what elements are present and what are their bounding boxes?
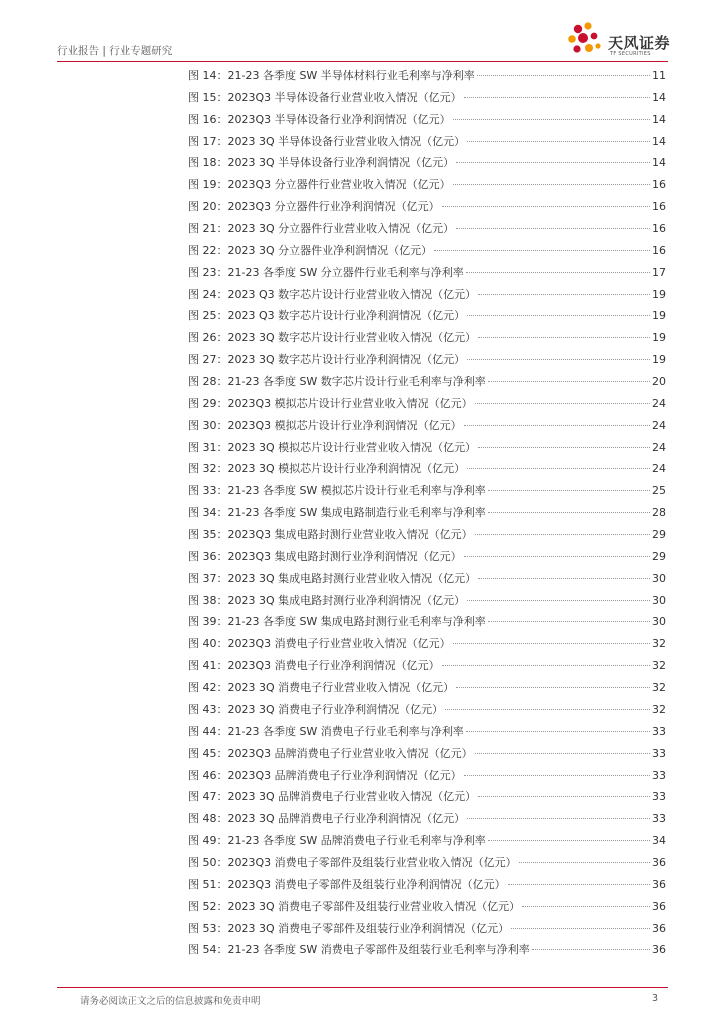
toc-entry-page: 29 xyxy=(652,549,666,563)
toc-entry[interactable] xyxy=(188,220,666,242)
toc-dot-leader xyxy=(475,403,650,404)
toc-entry-label: 图 19：2023Q3 分立器件行业营业收入情况（亿元） xyxy=(188,178,451,192)
toc-entry[interactable] xyxy=(188,941,666,963)
toc-dot-leader xyxy=(467,359,650,360)
toc-entry[interactable] xyxy=(188,111,666,133)
toc-entry[interactable] xyxy=(188,482,666,504)
toc-entry-page: 33 xyxy=(652,746,666,760)
toc-entry[interactable] xyxy=(188,788,666,810)
toc-entry[interactable] xyxy=(188,504,666,526)
toc-dot-leader xyxy=(442,206,650,207)
toc-entry-page: 14 xyxy=(652,156,666,170)
toc-entry-page: 14 xyxy=(652,112,666,126)
toc-entry[interactable] xyxy=(188,307,666,329)
toc-entry-page: 17 xyxy=(652,265,666,279)
toc-entry[interactable] xyxy=(188,439,666,461)
toc-dot-leader xyxy=(488,840,650,841)
toc-entry-label: 图 40：2023Q3 消费电子行业营业收入情况（亿元） xyxy=(188,637,451,651)
toc-entry-label: 图 52：2023 3Q 消费电子零部件及组装行业营业收入情况（亿元） xyxy=(188,899,521,913)
toc-dot-leader xyxy=(467,468,650,469)
toc-dot-leader xyxy=(475,534,650,535)
toc-entry-label: 图 16：2023Q3 半导体设备行业净利润情况（亿元） xyxy=(188,112,451,126)
toc-dot-leader xyxy=(478,578,650,579)
toc-entry-label: 图 35：2023Q3 集成电路封测行业营业收入情况（亿元） xyxy=(188,528,473,542)
toc-entry[interactable] xyxy=(188,898,666,920)
toc-dot-leader xyxy=(442,665,650,666)
toc-entry-page: 11 xyxy=(652,69,666,82)
toc-entry[interactable] xyxy=(188,745,666,767)
toc-entry[interactable] xyxy=(188,460,666,482)
toc-entry-page: 36 xyxy=(652,877,666,891)
toc-entry-page: 19 xyxy=(652,331,666,345)
toc-entry-label: 图 42：2023 3Q 消费电子行业营业收入情况（亿元） xyxy=(188,681,455,695)
toc-entry[interactable] xyxy=(188,264,666,286)
toc-entry-page: 24 xyxy=(652,396,666,410)
toc-entry-label: 图 39：21-23 各季度 SW 集成电路封测行业毛利率与净利率 xyxy=(188,615,486,629)
toc-entry-label: 图 36：2023Q3 集成电路封测行业净利润情况（亿元） xyxy=(188,549,462,563)
toc-entry-label: 图 24：2023 Q3 数字芯片设计行业营业收入情况（亿元） xyxy=(188,287,477,301)
toc-entry-page: 16 xyxy=(652,178,666,192)
toc-entry-page: 16 xyxy=(652,222,666,236)
toc-entry[interactable] xyxy=(188,286,666,308)
toc-dot-leader xyxy=(519,862,650,863)
toc-dot-leader xyxy=(467,141,650,142)
toc-entry-label: 图 26：2023 3Q 数字芯片设计行业营业收入情况（亿元） xyxy=(188,331,477,345)
toc-entry[interactable] xyxy=(188,242,666,264)
toc-dot-leader xyxy=(467,818,650,819)
toc-entry[interactable] xyxy=(188,613,666,635)
toc-entry-label: 图 54：21-23 各季度 SW 消费电子零部件及组装行业毛利率与净利率 xyxy=(188,943,530,957)
toc-entry-label: 图 20：2023Q3 分立器件行业净利润情况（亿元） xyxy=(188,200,440,214)
toc-dot-leader xyxy=(467,315,650,316)
toc-entry-label: 图 15：2023Q3 半导体设备行业营业收入情况（亿元） xyxy=(188,90,462,104)
toc-dot-leader xyxy=(522,906,650,907)
toc-entry[interactable] xyxy=(188,701,666,723)
toc-entry-label: 图 27：2023 3Q 数字芯片设计行业净利润情况（亿元） xyxy=(188,353,466,367)
toc-dot-leader xyxy=(478,294,650,295)
toc-dot-leader xyxy=(434,250,650,251)
toc-entry[interactable] xyxy=(188,876,666,898)
toc-entry-page: 19 xyxy=(652,309,666,323)
toc-entry-page: 19 xyxy=(652,353,666,367)
page-header xyxy=(0,0,724,64)
toc-entry-page: 36 xyxy=(652,921,666,935)
toc-dot-leader xyxy=(488,512,650,513)
toc-entry-page: 36 xyxy=(652,855,666,869)
toc-entry-page: 19 xyxy=(652,287,666,301)
toc-entry-label: 图 31：2023 3Q 模拟芯片设计行业营业收入情况（亿元） xyxy=(188,440,477,454)
toc-dot-leader xyxy=(467,600,650,601)
toc-dot-leader xyxy=(453,643,650,644)
toc-entry-page: 24 xyxy=(652,418,666,432)
toc-entry-label: 图 33：21-23 各季度 SW 模拟芯片设计行业毛利率与净利率 xyxy=(188,484,486,498)
toc-dot-leader xyxy=(456,162,650,163)
toc-entry[interactable] xyxy=(188,810,666,832)
toc-entry[interactable] xyxy=(188,417,666,439)
toc-dot-leader xyxy=(488,621,650,622)
toc-entry[interactable] xyxy=(188,767,666,789)
toc-entry[interactable] xyxy=(188,198,666,220)
toc-entry-page: 24 xyxy=(652,440,666,454)
toc-entry-label: 图 30：2023Q3 模拟芯片设计行业净利润情况（亿元） xyxy=(188,418,462,432)
toc-entry[interactable] xyxy=(188,133,666,155)
toc-entry[interactable] xyxy=(188,526,666,548)
toc-entry-page: 16 xyxy=(652,200,666,214)
toc-entry-label: 图 17：2023 3Q 半导体设备行业营业收入情况（亿元） xyxy=(188,134,466,148)
toc-entry-page: 32 xyxy=(652,702,666,716)
toc-entry-label: 图 47：2023 3Q 品牌消费电子行业营业收入情况（亿元） xyxy=(188,790,477,804)
toc-entry-label: 图 45：2023Q3 品牌消费电子行业营业收入情况（亿元） xyxy=(188,746,473,760)
toc-entry[interactable] xyxy=(188,548,666,570)
toc-dot-leader xyxy=(466,272,650,273)
toc-entry-label: 图 37：2023 3Q 集成电路封测行业营业收入情况（亿元） xyxy=(188,571,477,585)
toc-entry-label: 图 14：21-23 各季度 SW 半导体材料行业毛利率与净利率 xyxy=(188,69,475,82)
toc-entry-label: 图 38：2023 3Q 集成电路封测行业净利润情况（亿元） xyxy=(188,593,466,607)
toc-entry-page: 36 xyxy=(652,899,666,913)
toc-dot-leader xyxy=(466,731,650,732)
toc-entry-page: 30 xyxy=(652,593,666,607)
toc-dot-leader xyxy=(464,425,650,426)
toc-entry-label: 图 46：2023Q3 品牌消费电子行业净利润情况（亿元） xyxy=(188,768,462,782)
toc-dot-leader xyxy=(453,184,650,185)
toc-entry-page: 25 xyxy=(652,484,666,498)
report-category: 行业报告 | 行业专题研究 xyxy=(57,45,173,57)
toc-entry-label: 图 43：2023 3Q 消费电子行业净利润情况（亿元） xyxy=(188,702,444,716)
figure-index-list xyxy=(188,67,666,963)
toc-entry[interactable] xyxy=(188,154,666,176)
toc-entry-label: 图 25：2023 Q3 数字芯片设计行业净利润情况（亿元） xyxy=(188,309,466,323)
toc-dot-leader xyxy=(478,337,650,338)
header-divider xyxy=(57,61,668,62)
toc-dot-leader xyxy=(464,556,650,557)
toc-dot-leader xyxy=(475,753,650,754)
toc-dot-leader xyxy=(488,381,650,382)
toc-dot-leader xyxy=(464,97,650,98)
toc-entry-page: 34 xyxy=(652,834,666,848)
toc-entry[interactable] xyxy=(188,854,666,876)
toc-entry-page: 30 xyxy=(652,571,666,585)
toc-entry-label: 图 51：2023Q3 消费电子零部件及组装行业净利润情况（亿元） xyxy=(188,877,506,891)
toc-entry-page: 16 xyxy=(652,243,666,257)
toc-entry-label: 图 49：21-23 各季度 SW 品牌消费电子行业毛利率与净利率 xyxy=(188,834,486,848)
toc-entry-page: 33 xyxy=(652,768,666,782)
toc-entry-page: 32 xyxy=(652,681,666,695)
toc-dot-leader xyxy=(453,119,650,120)
brand-logo xyxy=(566,20,678,58)
toc-entry-page: 29 xyxy=(652,528,666,542)
toc-entry[interactable] xyxy=(188,351,666,373)
toc-entry-label: 图 22：2023 3Q 分立器件业净利润情况（亿元） xyxy=(188,243,433,257)
toc-entry-page: 32 xyxy=(652,637,666,651)
toc-entry-label: 图 29：2023Q3 模拟芯片设计行业营业收入情况（亿元） xyxy=(188,396,473,410)
toc-entry-page: 14 xyxy=(652,90,666,104)
toc-dot-leader xyxy=(445,709,650,710)
toc-dot-leader xyxy=(477,75,650,76)
toc-entry[interactable] xyxy=(188,657,666,679)
toc-entry[interactable] xyxy=(188,176,666,198)
toc-entry[interactable] xyxy=(188,592,666,614)
toc-entry[interactable] xyxy=(188,395,666,417)
toc-dot-leader xyxy=(508,884,650,885)
toc-entry-label: 图 34：21-23 各季度 SW 集成电路制造行业毛利率与净利率 xyxy=(188,506,486,520)
toc-dot-leader xyxy=(456,228,650,229)
toc-entry[interactable] xyxy=(188,67,666,89)
toc-entry-page: 30 xyxy=(652,615,666,629)
toc-dot-leader xyxy=(478,796,650,797)
toc-entry-label: 图 41：2023Q3 消费电子行业净利润情况（亿元） xyxy=(188,659,440,673)
toc-entry-label: 图 32：2023 3Q 模拟芯片设计行业净利润情况（亿元） xyxy=(188,462,466,476)
toc-dot-leader xyxy=(511,928,650,929)
toc-entry[interactable] xyxy=(188,723,666,745)
disclaimer-notice: 请务必阅读正文之后的信息披露和免责申明 xyxy=(80,996,261,1007)
toc-entry-label: 图 28：21-23 各季度 SW 数字芯片设计行业毛利率与净利率 xyxy=(188,375,486,389)
footer-divider xyxy=(57,987,668,988)
toc-entry-label: 图 48：2023 3Q 品牌消费电子行业净利润情况（亿元） xyxy=(188,812,466,826)
toc-entry[interactable] xyxy=(188,570,666,592)
toc-entry-label: 图 44：21-23 各季度 SW 消费电子行业毛利率与净利率 xyxy=(188,724,464,738)
toc-entry-page: 24 xyxy=(652,462,666,476)
toc-entry-label: 图 53：2023 3Q 消费电子零部件及组装行业净利润情况（亿元） xyxy=(188,921,510,935)
toc-entry-label: 图 50：2023Q3 消费电子零部件及组装行业营业收入情况（亿元） xyxy=(188,855,517,869)
toc-dot-leader xyxy=(464,775,650,776)
tf-logo-icon xyxy=(566,20,604,58)
toc-entry[interactable] xyxy=(188,329,666,351)
toc-dot-leader xyxy=(456,687,650,688)
toc-entry-page: 33 xyxy=(652,724,666,738)
toc-entry-label: 图 21：2023 3Q 分立器件行业营业收入情况（亿元） xyxy=(188,222,455,236)
toc-entry-page: 28 xyxy=(652,506,666,520)
toc-entry-page: 36 xyxy=(652,943,666,957)
toc-entry-label: 图 18：2023 3Q 半导体设备行业净利润情况（亿元） xyxy=(188,156,455,170)
toc-entry-label: 图 23：21-23 各季度 SW 分立器件行业毛利率与净利率 xyxy=(188,265,464,279)
toc-entry[interactable] xyxy=(188,832,666,854)
toc-entry[interactable] xyxy=(188,679,666,701)
toc-entry-page: 32 xyxy=(652,659,666,673)
toc-entry-page: 33 xyxy=(652,790,666,804)
toc-entry[interactable] xyxy=(188,920,666,942)
toc-entry-page: 33 xyxy=(652,812,666,826)
toc-entry-page: 14 xyxy=(652,134,666,148)
toc-entry[interactable] xyxy=(188,373,666,395)
toc-entry[interactable] xyxy=(188,635,666,657)
toc-dot-leader xyxy=(532,949,650,950)
toc-entry[interactable] xyxy=(188,89,666,111)
page-number: 3 xyxy=(652,993,659,1004)
toc-entry-page: 20 xyxy=(652,375,666,389)
brand-name: 天风证券 xyxy=(608,34,671,52)
brand-subtitle: TF SECURITIES xyxy=(610,51,651,57)
toc-dot-leader xyxy=(488,490,650,491)
toc-dot-leader xyxy=(478,447,650,448)
